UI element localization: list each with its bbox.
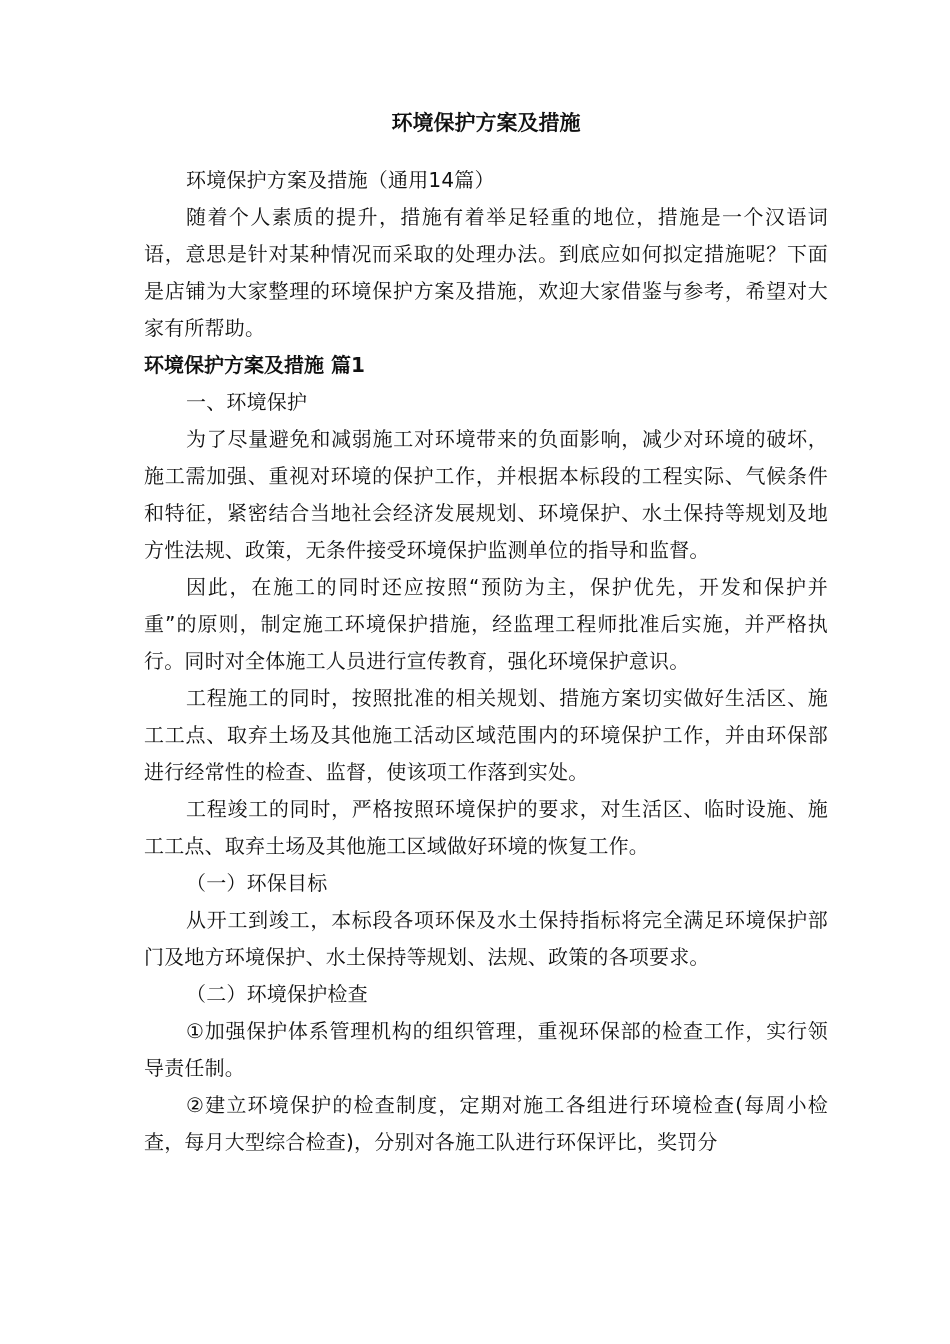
subsection-heading-inspection: （二）环境保护检查 [186,982,368,1006]
body-paragraph: 工程竣工的同时，严格按照环境保护的要求，对生活区、临时设施、施工工点、取弃土场及其他施工区域做好环境的恢复工作。 [144,797,828,858]
intro-paragraph-subtitle: 环境保护方案及措施（通用14篇） [186,168,495,192]
intro-paragraph: 随着个人素质的提升，措施有着举足轻重的地位，措施是一个汉语词语，意思是针对某种情况而采取的处理办法。到底应如何拟定措施呢？下面是店铺为大家整理的环境保护方案及措施，欢迎大家借鉴与参考，希望对大家有所帮助。 [144,205,828,340]
body-paragraph: 工程施工的同时，按照批准的相关规划、措施方案切实做好生活区、施工工点、取弃土场及其他施工活动区域范围内的环境保护工作，并由环保部进行经常性的检查、监督，使该项工作落到实处。 [144,686,828,784]
list-item: ①加强保护体系管理机构的组织管理，重视环保部的检查工作，实行领导责任制。 [144,1019,828,1080]
body-paragraph: 为了尽量避免和减弱施工对环境带来的负面影响，减少对环境的破坏，施工需加强、重视对环境的保护工作，并根据本标段的工程实际、气候条件和特征，紧密结合当地社会经济发展规划、环境保护、水土保持等规划及地方性法规、政策，无条件接受环境保护监测单位的指导和监督。 [144,427,828,562]
list-item: ②建立环境保护的检查制度，定期对施工各组进行环境检查(每周小检查，每月大型综合检查)，分别对各施工队进行环保评比，奖罚分 [144,1093,828,1154]
document-page [144,96,828,1161]
document-title: 环境保护方案及措施 [391,111,581,135]
subsection-heading-environment: 一、环境保护 [186,390,308,414]
subsection-heading-goal: （一）环保目标 [186,871,328,895]
body-paragraph: 从开工到竣工，本标段各项环保及水土保持指标将完全满足环境保护部门及地方环境保护、水土保持等规划、法规、政策的各项要求。 [144,908,828,969]
section-heading: 环境保护方案及措施 篇1 [144,353,365,377]
body-paragraph: 因此，在施工的同时还应按照“预防为主，保护优先，开发和保护并重”的原则，制定施工环境保护措施，经监理工程师批准后实施，并严格执行。同时对全体施工人员进行宣传教育，强化环境保护意识。 [144,575,828,673]
